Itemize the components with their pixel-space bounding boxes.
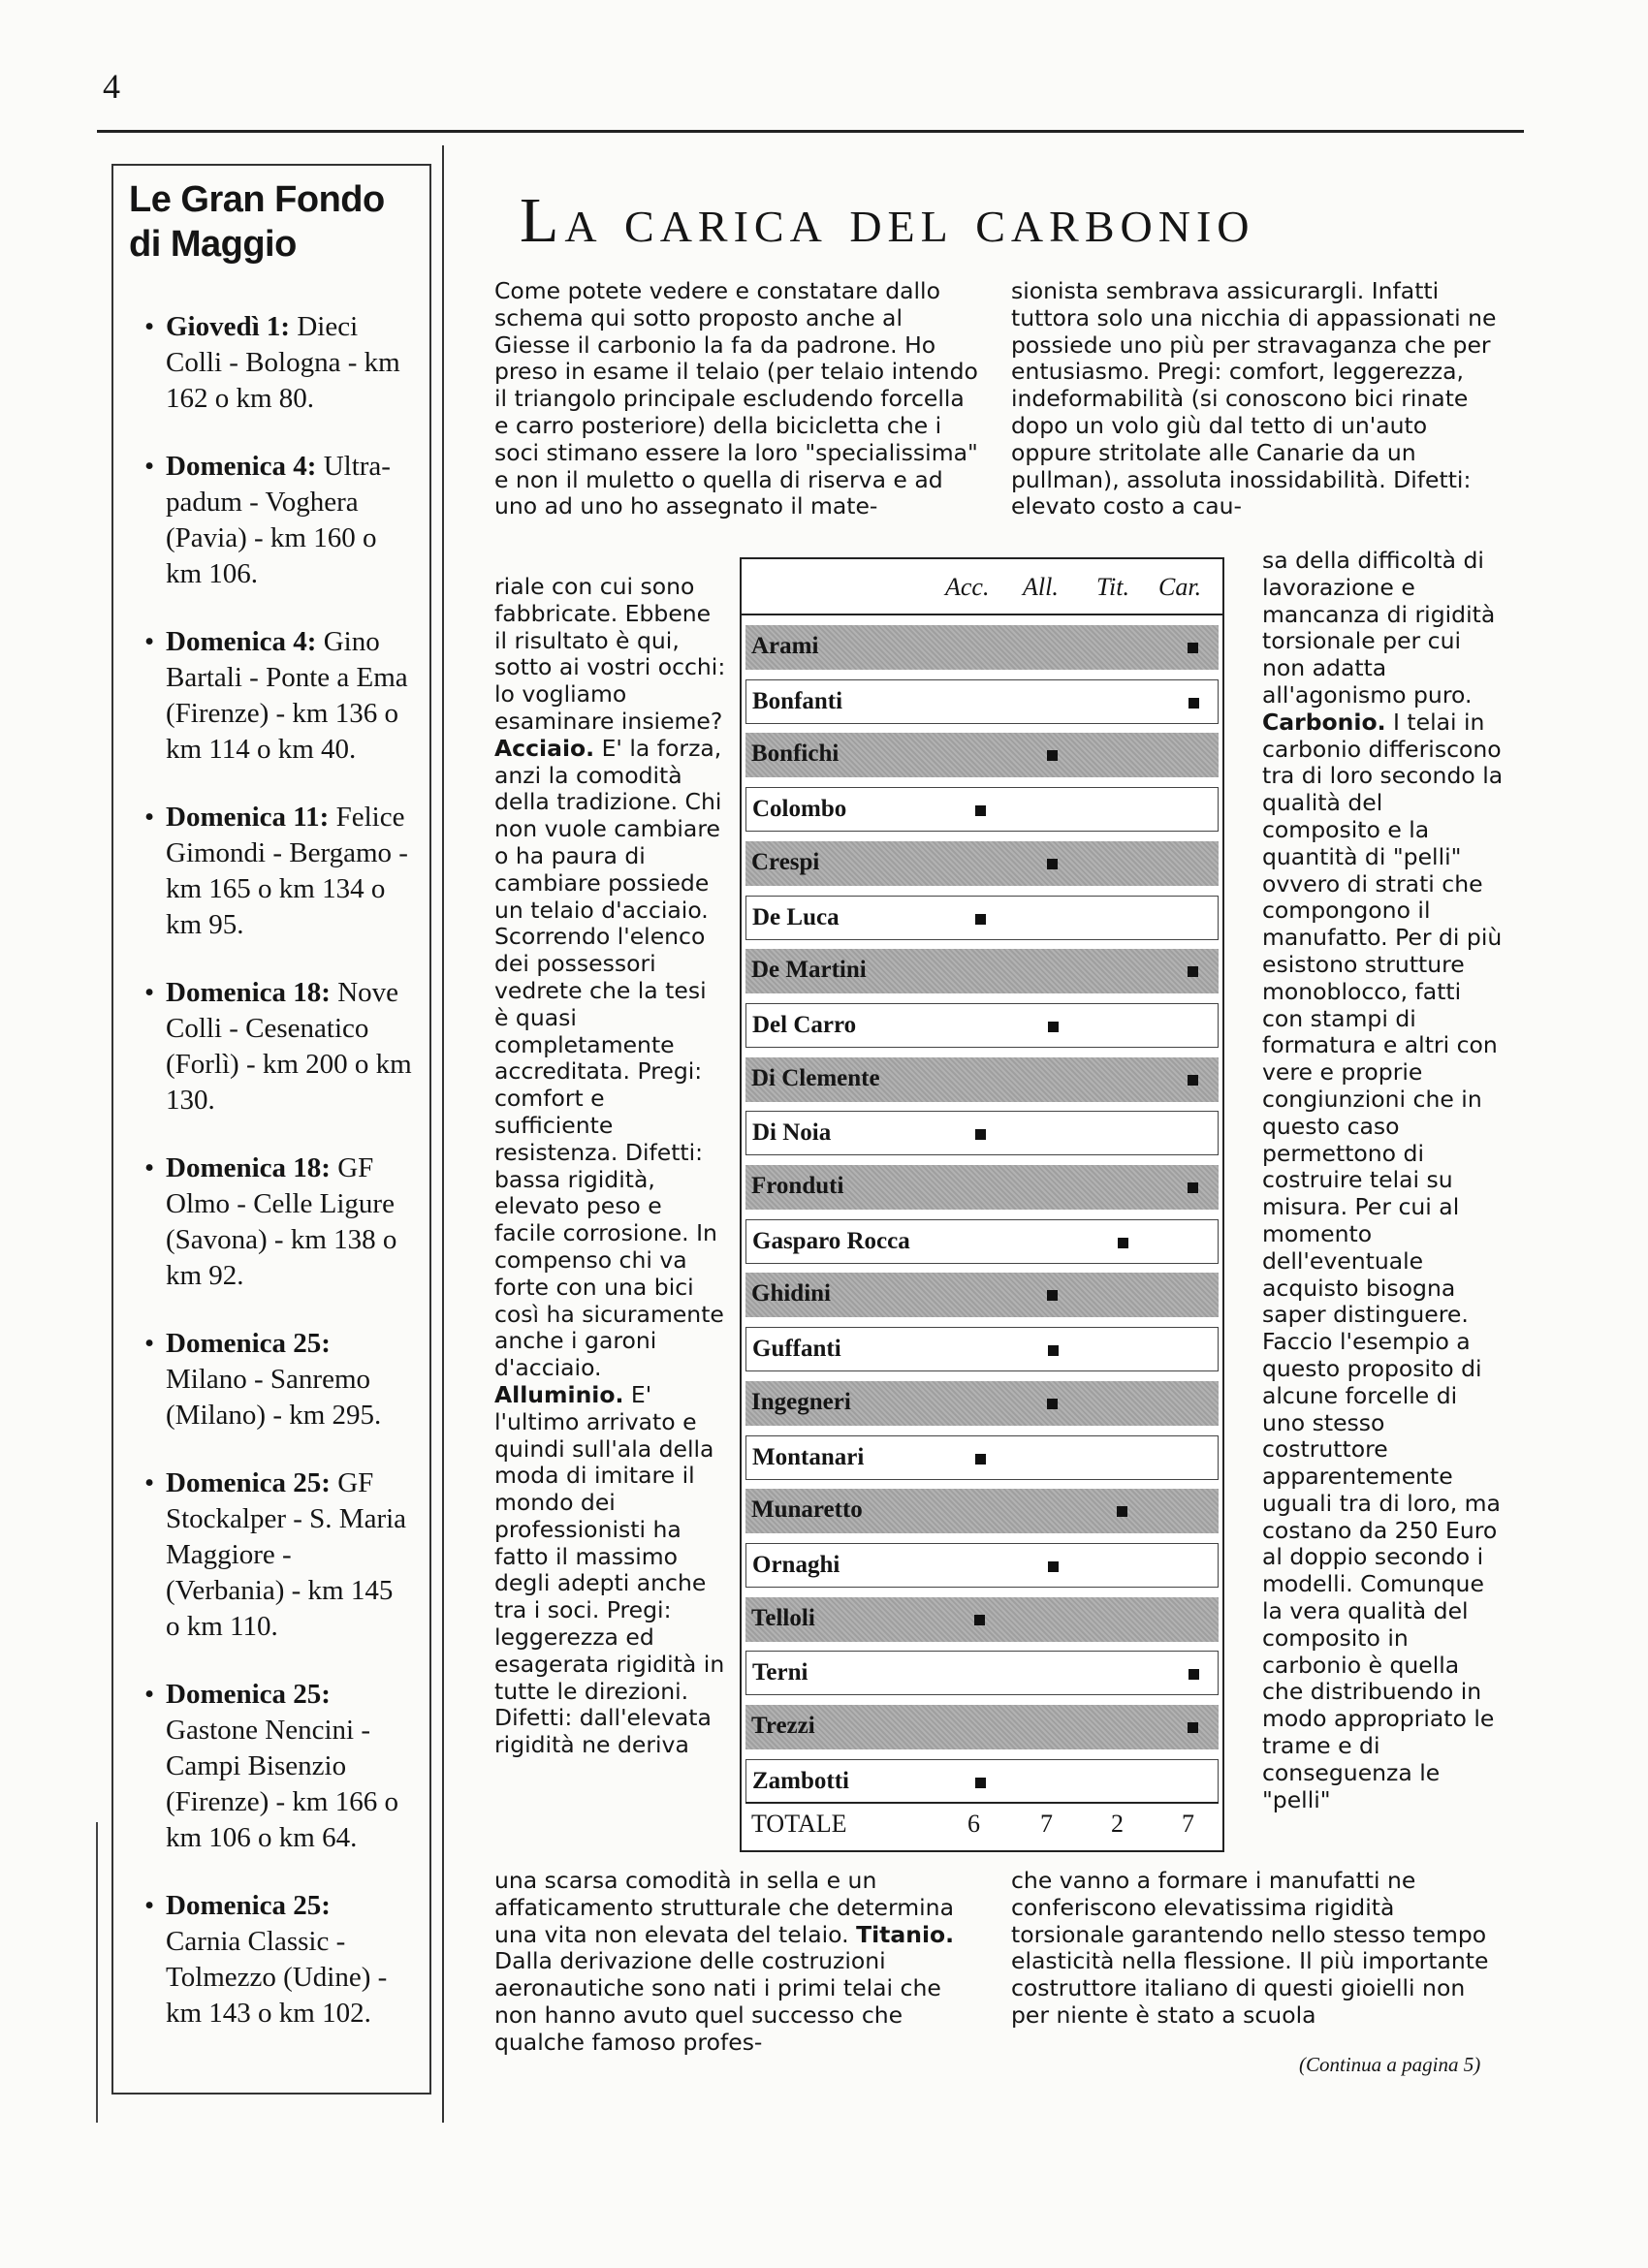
article-col2-top <box>1011 278 1505 520</box>
material-mark <box>1117 1506 1127 1517</box>
paragraph: E' la forza, anzi la comodità della tradizione. Chi non vuole cambiare o ha paura di cambiare possiede un telaio d'acciaio. Scorrendo l'elenco dei possessori vedrete che la tesi è quasi completamente accreditata. Pregi: comfort e sufficiente resistenza. Difetti: bassa rigidità, elevato peso e facile corrosione. In compenso chi va forte con una bici così ha sicuramente anche i garoni d'acciaio. <box>494 734 724 1382</box>
material-mark <box>1118 1238 1128 1248</box>
paragraph: che vanno a formare i manufatti ne conferiscono elevatissima rigidità torsionale garantendo nello stesso tempo elasticità nella flessione. Il più importante costruttore italiano di questi gioielli non per niente è stato a scuola <box>1011 1867 1489 2029</box>
event-text: Dieci Colli - Bologna - km 162 o km 80. <box>166 311 400 414</box>
table-row <box>745 1705 1219 1749</box>
event-list <box>129 309 412 2032</box>
article-col2-bottom <box>1011 1868 1505 2030</box>
table-row <box>745 1489 1219 1533</box>
page-number: 4 <box>103 67 120 106</box>
article-col1-narrow <box>494 574 727 1759</box>
material-mark <box>1188 966 1198 977</box>
bullet-icon: • <box>144 626 155 657</box>
table-row <box>745 1327 1219 1371</box>
member-name: Munaretto <box>751 1496 863 1524</box>
member-name: Gasparo Rocca <box>752 1227 910 1254</box>
paragraph: riale con cui sono fabbricate. Ebbene il risultato è qui, sotto ai vostri occhi: lo vogliamo esaminare insieme? <box>494 573 726 735</box>
member-name: Bonfichi <box>751 740 840 768</box>
material-mark <box>975 1454 986 1465</box>
table-row <box>745 1003 1219 1048</box>
event-day: Domenica 25: <box>166 1679 331 1710</box>
material-mark <box>975 1778 986 1788</box>
article-col1-bottom <box>494 1868 979 2057</box>
paragraph: I telai in carbonio differiscono tra di loro secondo la qualità del composito e la quantità di "pelli" ovvero di strati che compongono il manufatto. Per di più esistono strutture monoblocco, fatti con stampi di formatura e altri con vere e proprie congiunzioni che in questo caso permettono di costruire telai su misura. Per cui al momento dell'eventuale acquisto bisogna saper distinguere. Faccio l'esempio a questo proposito di alcune forcelle di uno stesso costruttore apparentemente uguali tra di loro, ma costano da 250 Euro al doppio secondo i modelli. Comunque la vera qualità del composito in carbonio è quella che distribuendo in modo appropriato le trame e di conseguenza le "pelli" <box>1262 708 1504 1813</box>
event-day: Domenica 11: <box>166 802 330 833</box>
event-day: Giovedì 1: <box>166 311 291 342</box>
event-text: Milano - Sanremo (Milano) - km 295. <box>166 1364 382 1431</box>
member-name: Del Carro <box>752 1011 857 1038</box>
frame-material-table <box>740 557 1224 1852</box>
total-all: 7 <box>1040 1810 1053 1838</box>
member-name: Guffanti <box>752 1336 841 1363</box>
total-tit: 2 <box>1111 1810 1124 1838</box>
events-sidebar <box>111 164 431 2095</box>
member-name: De Martini <box>751 957 867 984</box>
material-mark <box>1188 1722 1198 1733</box>
event-day: Domenica 25: <box>166 1328 331 1359</box>
paragraph: una scarsa comodità in sella e un affaticamento strutturale che determina una vita non elevata del telaio. <box>494 1867 954 1948</box>
table-row <box>745 949 1219 993</box>
material-mark <box>1047 1399 1058 1409</box>
header-all: All. <box>1023 573 1059 601</box>
event-item <box>144 309 412 417</box>
sidebar-title: Le Gran Fondo di Maggio <box>129 179 385 265</box>
article-col2-narrow <box>1262 548 1505 1813</box>
member-name: Crespi <box>751 848 820 875</box>
member-name: Arami <box>751 633 819 659</box>
material-mark <box>1047 1290 1058 1301</box>
total-acc: 6 <box>967 1810 980 1838</box>
section-label-acciaio: Acciaio. <box>494 734 595 762</box>
table-header <box>742 559 1222 615</box>
total-label: TOTALE <box>751 1810 847 1838</box>
material-mark <box>975 1129 986 1140</box>
material-mark <box>1047 750 1058 761</box>
table-row <box>745 841 1219 886</box>
event-text: Carnia Classic - Tolmezzo (Udine) - km 143 o km 102. <box>166 1926 388 2029</box>
member-name: Ghidini <box>751 1280 831 1307</box>
event-item <box>144 975 412 1118</box>
article-col1-top <box>494 278 979 520</box>
table-row <box>745 1435 1219 1480</box>
article-title: La carica del carbonio <box>520 185 1255 256</box>
table-row <box>745 679 1219 724</box>
continued-note: (Continua a pagina 5) <box>1299 2053 1481 2076</box>
table-row <box>745 1111 1219 1155</box>
event-text: Felice Gimondi - Bergamo - km 165 o km 134 o km 95. <box>166 802 408 940</box>
member-name: Fronduti <box>751 1173 844 1199</box>
member-name: Montanari <box>752 1443 865 1470</box>
table-row <box>745 1057 1219 1102</box>
material-mark <box>1188 643 1198 653</box>
bullet-icon: • <box>144 311 155 342</box>
table-row <box>745 1759 1219 1804</box>
bullet-icon: • <box>144 1890 155 1921</box>
member-name: Colombo <box>752 796 847 823</box>
material-mark <box>1188 1669 1199 1680</box>
material-mark <box>975 914 986 925</box>
event-text: Ultra-padum - Voghera (Pavia) - km 160 o km 106. <box>166 451 391 589</box>
material-mark <box>975 805 986 816</box>
section-label-titanio: Titanio. <box>856 1920 955 1948</box>
table-row <box>745 787 1219 832</box>
event-item <box>144 1465 412 1645</box>
member-name: Ingegneri <box>751 1388 851 1415</box>
member-name: Ornaghi <box>752 1551 840 1578</box>
event-day: Domenica 25: <box>166 1467 331 1498</box>
event-day: Domenica 4: <box>166 626 317 657</box>
event-item <box>144 1888 412 2032</box>
member-name: De Luca <box>752 903 840 930</box>
bullet-icon: • <box>144 451 155 482</box>
event-item <box>144 624 412 768</box>
section-label-carbonio: Carbonio. <box>1262 708 1386 736</box>
bullet-icon: • <box>144 977 155 1008</box>
event-text: GF Olmo - Celle Ligure (Savona) - km 138 o km 92. <box>166 1152 397 1291</box>
section-label-alluminio: Alluminio. <box>494 1380 624 1408</box>
event-text: Nove Colli - Cesenatico (Forlì) - km 200 o km 130. <box>166 977 412 1116</box>
table-row <box>745 1219 1219 1264</box>
event-item <box>144 800 412 943</box>
event-day: Domenica 18: <box>166 1152 331 1183</box>
event-text: GF Stockalper - S. Maria Maggiore - (Verbania) - km 145 o km 110. <box>166 1467 407 1642</box>
bullet-icon: • <box>144 1467 155 1498</box>
material-mark <box>1188 1075 1198 1086</box>
table-row <box>745 1543 1219 1588</box>
event-item <box>144 1326 412 1433</box>
bullet-icon: • <box>144 1152 155 1183</box>
event-item <box>144 449 412 592</box>
event-day: Domenica 18: <box>166 977 331 1008</box>
event-item <box>144 1677 412 1856</box>
total-row <box>745 1802 1219 1846</box>
column-divider <box>442 145 444 2123</box>
total-car: 7 <box>1182 1810 1194 1838</box>
member-name: Telloli <box>751 1604 815 1631</box>
header-tit: Tit. <box>1096 573 1129 601</box>
table-row <box>745 896 1219 940</box>
material-mark <box>1048 1345 1059 1356</box>
table-row <box>745 1273 1219 1317</box>
member-name: Zambotti <box>752 1767 849 1794</box>
event-text: Gastone Nencini - Campi Bisenzio (Firenze) - km 166 o km 106 o km 64. <box>166 1715 398 1853</box>
material-mark <box>1188 1182 1198 1193</box>
paragraph: Dalla derivazione delle costruzioni aeronautiche sono nati i primi telai che non hanno avuto quel successo che qualche famoso profes- <box>494 1947 941 2056</box>
event-item <box>144 1150 412 1294</box>
event-day: Domenica 4: <box>166 451 317 482</box>
table-row <box>745 1597 1219 1642</box>
material-mark <box>1047 859 1058 869</box>
bullet-icon: • <box>144 1679 155 1710</box>
paragraph: sa della difficoltà di lavorazione e mancanza di rigidità torsionale per cui non adatta all'agonismo puro. <box>1262 547 1496 709</box>
event-day: Domenica 25: <box>166 1890 331 1921</box>
header-rule <box>97 130 1524 133</box>
table-row <box>745 733 1219 777</box>
paragraph: Come potete vedere e constatare dallo schema qui sotto proposto anche al Giesse il carbonio la fa da padrone. Ho preso in esame il telaio (per telaio intendo il triangolo principale escludendo forcella e carro posteriore) della bicicletta che i soci stimano essere la loro "specialissima" e non il muletto o quella di riserva e ad uno ad uno ho assegnato il mate- <box>494 277 978 520</box>
material-mark <box>1048 1561 1059 1572</box>
table-row <box>745 1381 1219 1426</box>
table-row <box>745 625 1219 670</box>
material-mark <box>1188 698 1199 709</box>
margin-rule <box>96 1822 98 2123</box>
paragraph: sionista sembrava assicurargli. Infatti tuttora solo una nicchia di appassionati ne possiede uno più per stravaganza che per entusiasmo. Pregi: comfort, leggerezza, indeformabilità (si conoscono bici rinate dopo un volo giù dal tetto di un'auto oppure stritolate alle Canarie da un pullman), assoluta inossidabilità. Difetti: elevato costo a cau- <box>1011 277 1497 520</box>
bullet-icon: • <box>144 802 155 833</box>
header-acc: Acc. <box>945 573 990 601</box>
member-name: Terni <box>752 1659 808 1686</box>
bullet-icon: • <box>144 1328 155 1359</box>
header-car: Car. <box>1158 573 1202 601</box>
member-name: Bonfanti <box>752 687 843 714</box>
table-row <box>745 1165 1219 1210</box>
table-row <box>745 1651 1219 1695</box>
paragraph: E' l'ultimo arrivato e quindi sull'ala della moda di imitare il mondo dei professionisti ha fatto il massimo degli adepti anche tra i soci. Pregi: leggerezza ed esagerata rigidità in tutte le direzioni. Difetti: dall'elevata rigidità ne deriva <box>494 1380 725 1759</box>
material-mark <box>974 1615 985 1625</box>
member-name: Di Clemente <box>751 1064 880 1091</box>
member-name: Trezzi <box>751 1713 815 1739</box>
material-mark <box>1048 1022 1059 1032</box>
member-name: Di Noia <box>752 1119 832 1147</box>
event-text: Gino Bartali - Ponte a Ema (Firenze) - km 136 o km 114 o km 40. <box>166 626 408 765</box>
